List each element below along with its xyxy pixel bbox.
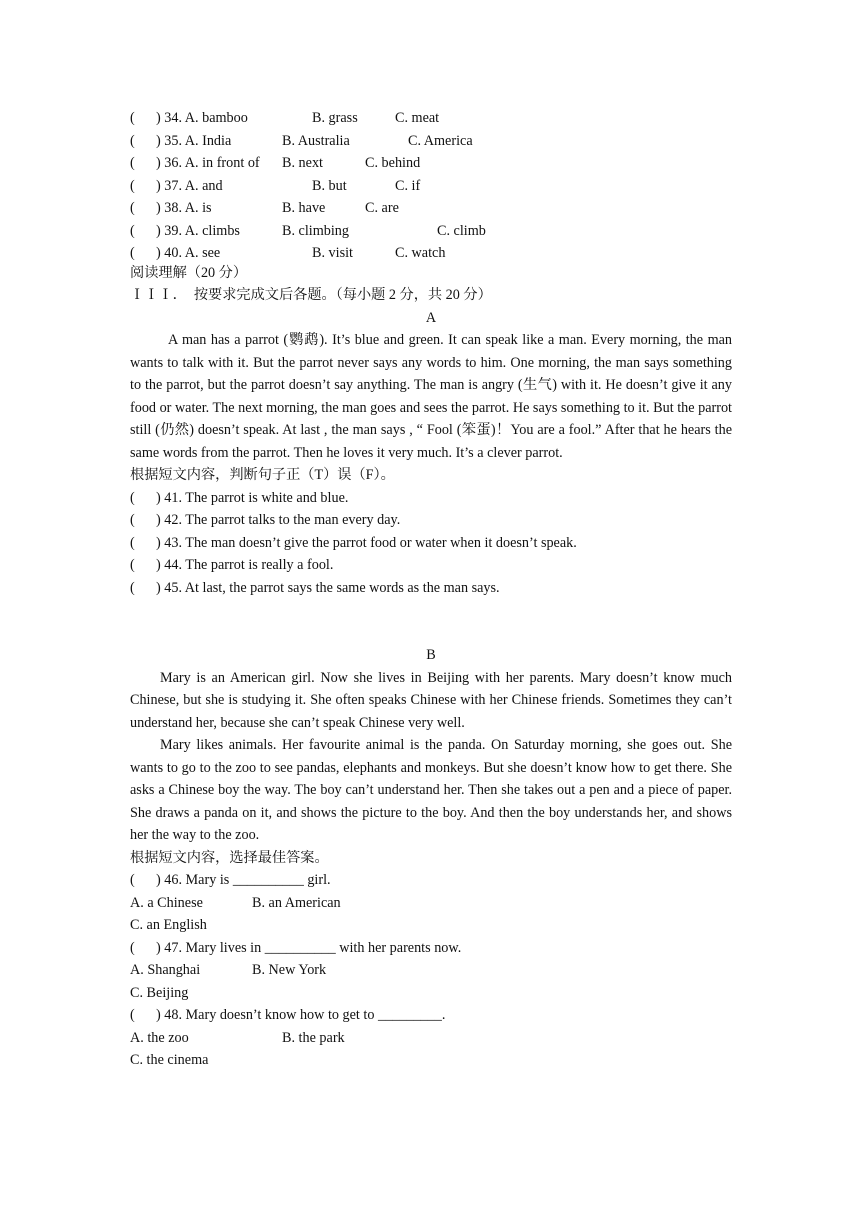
question-48-stem: ( ) 48. Mary doesn’t know how to get to _________. — [130, 1007, 446, 1023]
question-35 — [130, 130, 732, 153]
q47-option-c: C. Beijing — [130, 984, 189, 1001]
q39-option-a: ( ) 39. A. climbs — [130, 222, 240, 239]
section-instruction: ＩＩＩ． 按要求完成文后各题。（每小题 2 分，共 20 分） — [130, 287, 492, 303]
q39-option-c: C. climb — [437, 222, 486, 239]
question-36 — [130, 152, 732, 175]
question-44: ( ) 44. The parrot is really a fool. — [130, 557, 334, 573]
worksheet-page — [130, 107, 732, 1072]
q37-option-a: ( ) 37. A. and — [130, 177, 223, 194]
q36-option-c: C. behind — [365, 155, 421, 171]
q34-option-a: ( ) 34. A. bamboo — [130, 110, 248, 126]
q40-option-b: B. visit — [312, 245, 353, 261]
q36-option-a: ( ) 36. A. in front of — [130, 155, 260, 171]
q40-option-c: C. watch — [395, 245, 446, 261]
question-40 — [130, 242, 732, 265]
passage-b-instruction: 根据短文内容，选择最佳答案。 — [130, 849, 329, 866]
q38-option-a: ( ) 38. A. is — [130, 200, 212, 216]
q34-option-c: C. meat — [395, 110, 440, 126]
passage-a-label: A — [425, 309, 437, 326]
question-48-options — [130, 1027, 732, 1050]
q34-option-b: B. grass — [312, 110, 358, 126]
question-41: ( ) 41. The parrot is white and blue. — [130, 489, 349, 506]
q47-option-a: A. Shanghai — [130, 962, 201, 978]
q47-option-b: B. New York — [252, 962, 327, 978]
section-title: 阅读理解（20 分） — [130, 264, 248, 281]
question-46-options — [130, 892, 732, 915]
q36-option-b: B. next — [282, 155, 323, 171]
q35-option-c: C. America — [408, 132, 473, 149]
q46-option-c: C. an English — [130, 917, 207, 933]
question-37 — [130, 175, 732, 198]
q46-option-a: A. a Chinese — [130, 894, 203, 911]
passage-b-label: B — [426, 647, 436, 663]
passage-a-text: A man has a parrot (鹦鹉). It’s blue and green. It can speak like a man. Every morning, the man wants to talk with it. But the parrot never says any words to him. One morning, the man says something to the parrot, but the parrot doesn’t say anything. The man is angry (生气) with it. He doesn’t give it any food or water. The next morning, the man goes and sees the parrot. He says something to it. But the parrot still (仍然) doesn’t speak. At last , the man says , “ Fool (笨蛋)！You are a fool.” After that he hears the same words from the parrot. Then he loves it very much. It’s a clever parrot. — [130, 332, 732, 461]
q38-option-c: C. are — [365, 200, 399, 216]
q48-option-c: C. the cinema — [130, 1052, 209, 1068]
q37-option-b: B. but — [312, 177, 347, 194]
question-42: ( ) 42. The parrot talks to the man every day. — [130, 512, 401, 528]
question-38 — [130, 197, 732, 220]
q48-option-a: A. the zoo — [130, 1029, 189, 1046]
question-43: ( ) 43. The man doesn’t give the parrot food or water when it doesn’t speak. — [130, 534, 577, 551]
q39-option-b: B. climbing — [282, 222, 349, 239]
q46-option-b: B. an American — [252, 894, 341, 911]
q37-option-c: C. if — [395, 177, 421, 194]
q35-option-a: ( ) 35. A. India — [130, 132, 232, 149]
q40-option-a: ( ) 40. A. see — [130, 245, 221, 261]
question-47-options — [130, 959, 732, 982]
passage-a-instruction: 根据短文内容，判断句子正（T）误（F）。 — [130, 467, 395, 483]
question-39 — [130, 220, 732, 243]
passage-b-paragraph-1: Mary is an American girl. Now she lives in Beijing with her parents. Mary doesn’t know much Chinese, but she is studying it. She often speaks Chinese with her Chinese friends. Sometimes they can’t understand her, because she can’t speak Chinese very well. — [130, 669, 732, 731]
question-46-stem: ( ) 46. Mary is __________ girl. — [130, 872, 331, 888]
question-34 — [130, 107, 732, 130]
question-45: ( ) 45. At last, the parrot says the same words as the man says. — [130, 579, 500, 596]
question-47-stem: ( ) 47. Mary lives in __________ with her parents now. — [130, 939, 462, 956]
passage-b-paragraph-2: Mary likes animals. Her favourite animal is the panda. On Saturday morning, she goes out. She wants to go to the zoo to see pandas, elephants and monkeys. But she doesn’t know how to get there. She asks a Chinese boy the way. The boy can’t understand her. Then she takes out a pen and a piece of paper. She draws a panda on it, and shows the picture to the boy. And then the boy understands her, and shows her the way to the zoo. — [130, 737, 732, 843]
q38-option-b: B. have — [282, 200, 326, 216]
q48-option-b: B. the park — [282, 1029, 345, 1046]
q35-option-b: B. Australia — [282, 132, 350, 149]
